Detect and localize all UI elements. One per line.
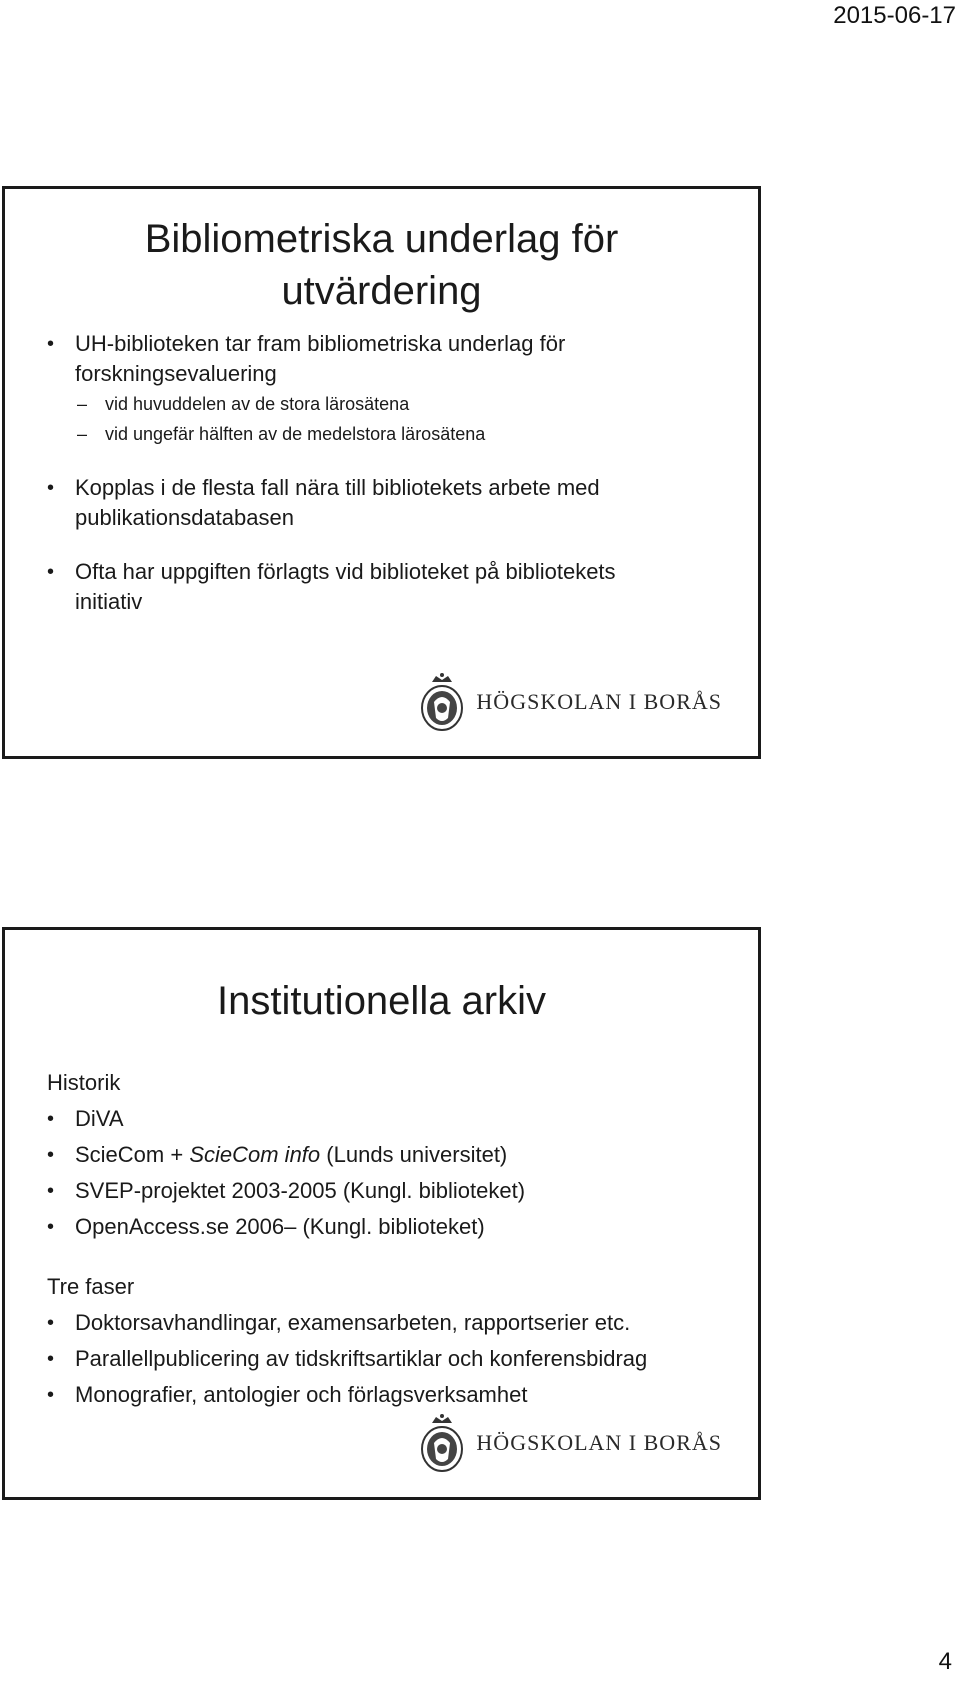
bullet-item: • Ofta har uppgiften förlagts vid biblioteket på bibliotekets initiativ bbox=[47, 557, 738, 617]
bullet-item: • DiVA bbox=[47, 1101, 738, 1137]
bullet-item: • Kopplas i de flesta fall nära till bibliotekets arbete med publikationsdatabasen bbox=[47, 473, 738, 533]
spacer bbox=[47, 449, 738, 473]
page-number: 4 bbox=[938, 1648, 952, 1675]
logo-text: HÖGSKOLAN I BORÅS bbox=[476, 689, 722, 714]
bullet-item: • ScieCom + ScieCom info (Lunds universitet) bbox=[47, 1137, 738, 1173]
slide-content bbox=[47, 329, 738, 617]
bullet-item: • Doktorsavhandlingar, examensarbeten, rapportserier etc. bbox=[47, 1305, 738, 1341]
title-line-1: Bibliometriska underlag för bbox=[144, 217, 619, 261]
sub-bullet-item: – vid huvuddelen av de stora lärosätena bbox=[47, 389, 738, 419]
hogskolan-crest-icon bbox=[418, 1413, 466, 1473]
bullet-item: • UH-biblioteken tar fram bibliometriska underlag för forskningsevaluering bbox=[47, 329, 738, 389]
title-line-2: utvärdering bbox=[281, 269, 482, 313]
logo-text: HÖGSKOLAN I BORÅS bbox=[476, 1430, 722, 1455]
sub-bullet-item: – vid ungefär hälften av de medelstora lärosätena bbox=[47, 419, 738, 449]
section-heading-historik: Historik bbox=[47, 1070, 121, 1095]
slide-title bbox=[105, 213, 658, 317]
bullet-item: • Monografier, antologier och förlagsverksamhet bbox=[47, 1377, 738, 1413]
section-heading-tre-faser: Tre faser bbox=[47, 1274, 135, 1299]
hogskolan-logo bbox=[418, 672, 722, 732]
slide-content bbox=[47, 1065, 738, 1413]
bullet-item: • OpenAccess.se 2006– (Kungl. biblioteket) bbox=[47, 1209, 738, 1245]
slide-bibliometriska-underlag bbox=[2, 186, 761, 759]
bullet-item: • Parallellpublicering av tidskriftsartiklar och konferensbidrag bbox=[47, 1341, 738, 1377]
slide-title: Institutionella arkiv bbox=[216, 979, 547, 1023]
hogskolan-crest-icon bbox=[418, 672, 466, 732]
spacer bbox=[47, 533, 738, 557]
hogskolan-logo bbox=[418, 1413, 722, 1473]
bullet-item: • SVEP-projektet 2003-2005 (Kungl. biblioteket) bbox=[47, 1173, 738, 1209]
slide-institutionella-arkiv bbox=[2, 927, 761, 1500]
page-date: 2015-06-17 bbox=[833, 2, 956, 29]
spacer bbox=[47, 1245, 738, 1269]
